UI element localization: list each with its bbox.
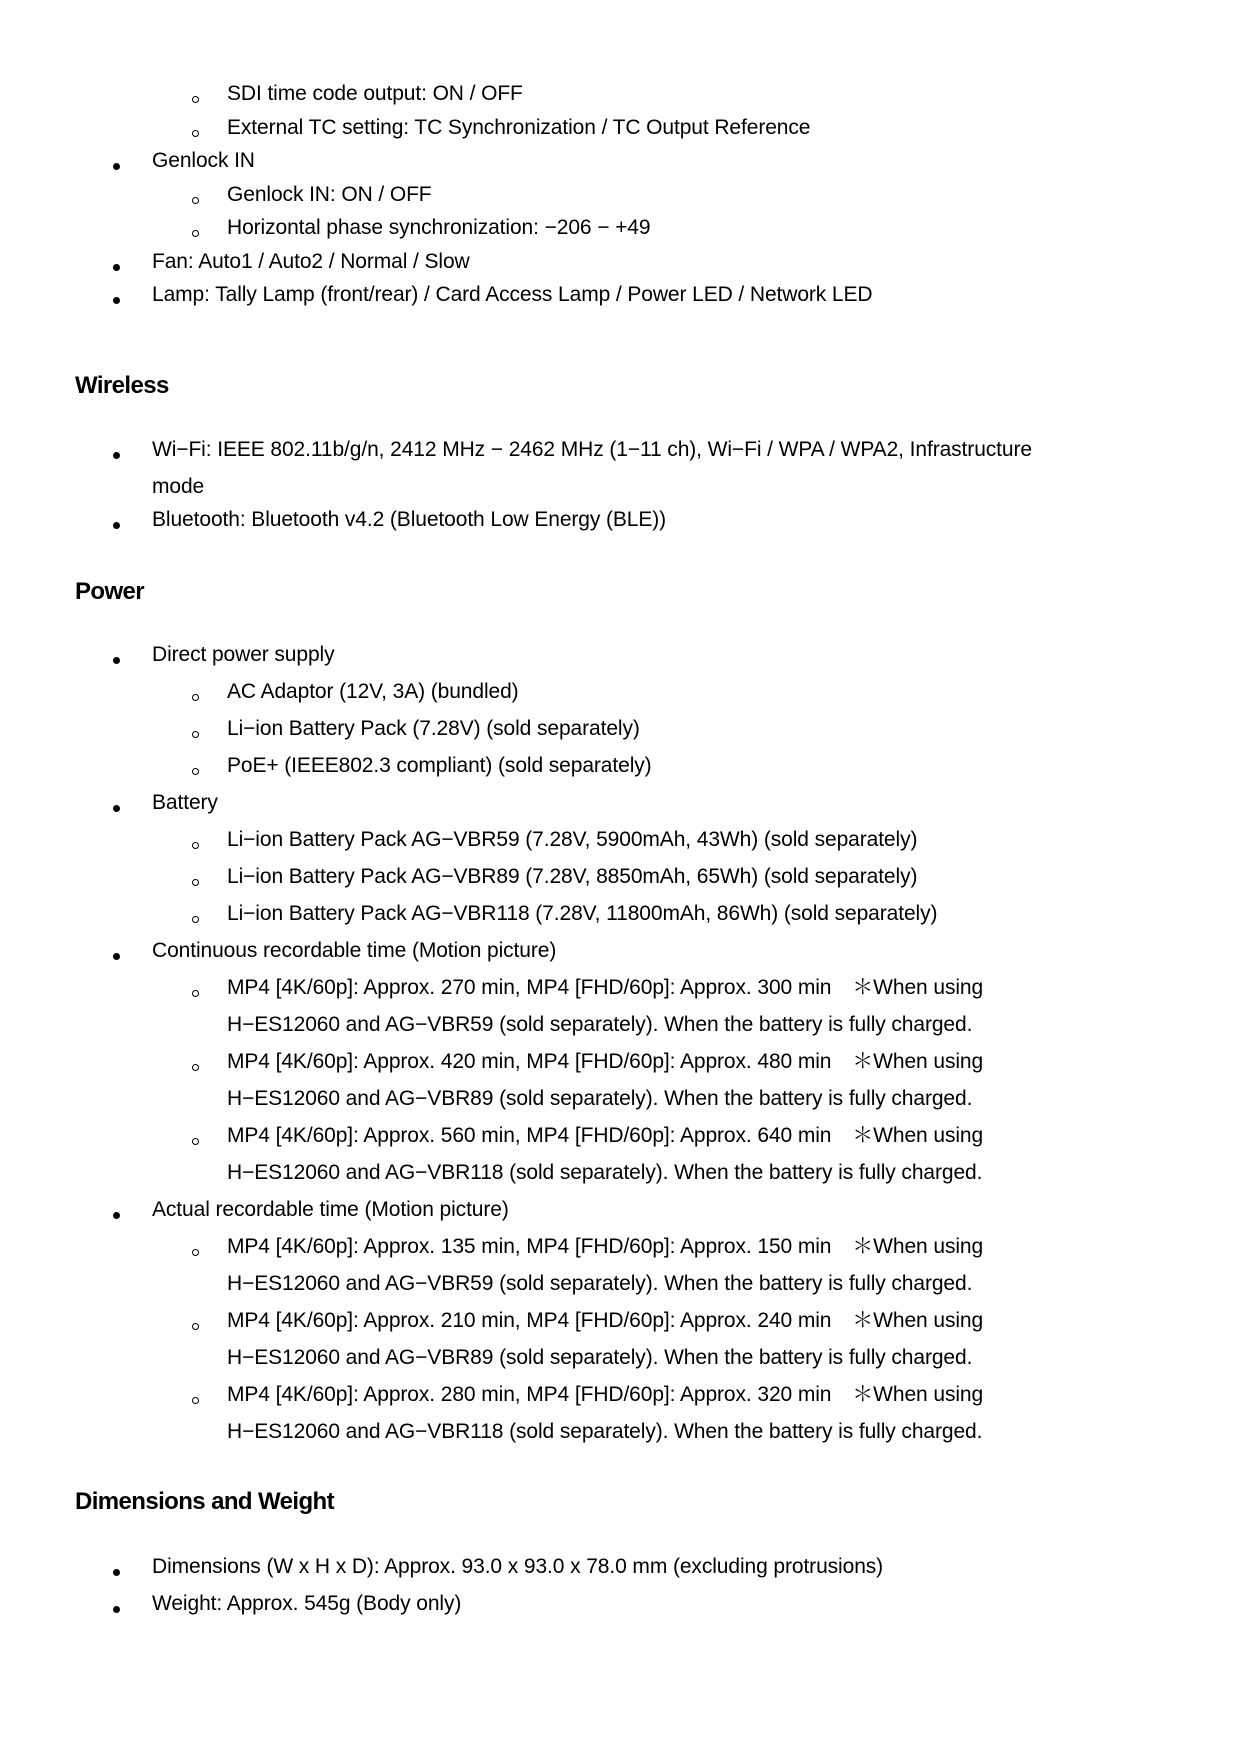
- list-bullet-icon: [113, 163, 120, 170]
- list-item-continuation: mode: [152, 475, 205, 498]
- list-circle-icon: [192, 130, 199, 137]
- list-bullet-icon: [113, 657, 120, 664]
- list-item: Dimensions (W x H x D): Approx. 93.0 x 93.0 x 78.0 mm (excluding protrusions): [152, 1555, 884, 1578]
- list-bullet-icon: [113, 805, 120, 812]
- list-circle-icon: [192, 916, 199, 923]
- list-item: Battery: [152, 791, 218, 814]
- list-bullet-icon: [113, 297, 120, 304]
- list-bullet-icon: [113, 1606, 120, 1613]
- list-item: Li−ion Battery Pack AG−VBR118 (7.28V, 11800mAh, 86Wh) (sold separately): [227, 902, 938, 925]
- list-circle-icon: [192, 1249, 199, 1256]
- list-circle-icon: [192, 768, 199, 775]
- list-item: Actual recordable time (Motion picture): [152, 1198, 509, 1221]
- list-item: Weight: Approx. 545g (Body only): [152, 1592, 462, 1615]
- list-circle-icon: [192, 694, 199, 701]
- list-item: Bluetooth: Bluetooth v4.2 (Bluetooth Low Energy (BLE)): [152, 508, 667, 531]
- list-circle-icon: [192, 96, 199, 103]
- list-item: Li−ion Battery Pack AG−VBR89 (7.28V, 8850mAh, 65Wh) (sold separately): [227, 865, 918, 888]
- section-heading-wireless: Wireless: [75, 372, 169, 399]
- section-heading-dimensions: Dimensions and Weight: [75, 1488, 334, 1515]
- list-bullet-icon: [113, 953, 120, 960]
- list-bullet-icon: [113, 1569, 120, 1576]
- list-item-continuation: H−ES12060 and AG−VBR118 (sold separately). When the battery is fully charged.: [227, 1420, 983, 1443]
- list-circle-icon: [192, 990, 199, 997]
- list-item: MP4 [4K/60p]: Approx. 270 min, MP4 [FHD/60p]: Approx. 300 min ＊When using: [227, 976, 984, 999]
- list-circle-icon: [192, 1064, 199, 1071]
- list-item: MP4 [4K/60p]: Approx. 560 min, MP4 [FHD/60p]: Approx. 640 min ＊When using: [227, 1124, 984, 1147]
- list-item: Continuous recordable time (Motion picture): [152, 939, 557, 962]
- list-item: MP4 [4K/60p]: Approx. 210 min, MP4 [FHD/60p]: Approx. 240 min ＊When using: [227, 1309, 984, 1332]
- list-bullet-icon: [113, 1212, 120, 1219]
- list-item: AC Adaptor (12V, 3A) (bundled): [227, 680, 519, 703]
- list-circle-icon: [192, 1138, 199, 1145]
- list-item: Li−ion Battery Pack AG−VBR59 (7.28V, 5900mAh, 43Wh) (sold separately): [227, 828, 918, 851]
- list-item: MP4 [4K/60p]: Approx. 135 min, MP4 [FHD/60p]: Approx. 150 min ＊When using: [227, 1235, 984, 1258]
- list-circle-icon: [192, 731, 199, 738]
- list-item-continuation: H−ES12060 and AG−VBR89 (sold separately). When the battery is fully charged.: [227, 1087, 973, 1110]
- list-item: SDI time code output: ON / OFF: [227, 82, 523, 105]
- list-bullet-icon: [113, 522, 120, 529]
- list-circle-icon: [192, 842, 199, 849]
- list-item: Genlock IN: [152, 149, 255, 172]
- list-circle-icon: [192, 230, 199, 237]
- list-item: Genlock IN: ON / OFF: [227, 183, 432, 206]
- list-item-continuation: H−ES12060 and AG−VBR89 (sold separately). When the battery is fully charged.: [227, 1346, 973, 1369]
- list-item: Li−ion Battery Pack (7.28V) (sold separately): [227, 717, 640, 740]
- list-circle-icon: [192, 1397, 199, 1404]
- list-bullet-icon: [113, 264, 120, 271]
- list-item: Direct power supply: [152, 643, 335, 666]
- list-item: MP4 [4K/60p]: Approx. 420 min, MP4 [FHD/60p]: Approx. 480 min ＊When using: [227, 1050, 984, 1073]
- list-item-continuation: H−ES12060 and AG−VBR118 (sold separately). When the battery is fully charged.: [227, 1161, 983, 1184]
- list-item: Horizontal phase synchronization: −206 − +49: [227, 216, 651, 239]
- list-circle-icon: [192, 197, 199, 204]
- list-circle-icon: [192, 1323, 199, 1330]
- list-item: PoE+ (IEEE802.3 compliant) (sold separately): [227, 754, 652, 777]
- list-item: Fan: Auto1 / Auto2 / Normal / Slow: [152, 250, 470, 273]
- list-circle-icon: [192, 879, 199, 886]
- list-item: MP4 [4K/60p]: Approx. 280 min, MP4 [FHD/60p]: Approx. 320 min ＊When using: [227, 1383, 984, 1406]
- section-heading-power: Power: [75, 578, 145, 605]
- list-item: Lamp: Tally Lamp (front/rear) / Card Access Lamp / Power LED / Network LED: [152, 283, 873, 306]
- list-bullet-icon: [113, 452, 120, 459]
- list-item-continuation: H−ES12060 and AG−VBR59 (sold separately). When the battery is fully charged.: [227, 1272, 973, 1295]
- list-item: External TC setting: TC Synchronization / TC Output Reference: [227, 116, 811, 139]
- list-item-continuation: H−ES12060 and AG−VBR59 (sold separately). When the battery is fully charged.: [227, 1013, 973, 1036]
- list-item: Wi−Fi: IEEE 802.11b/g/n, 2412 MHz − 2462 MHz (1−11 ch), Wi−Fi / WPA / WPA2, Infrastructure: [152, 438, 1032, 461]
